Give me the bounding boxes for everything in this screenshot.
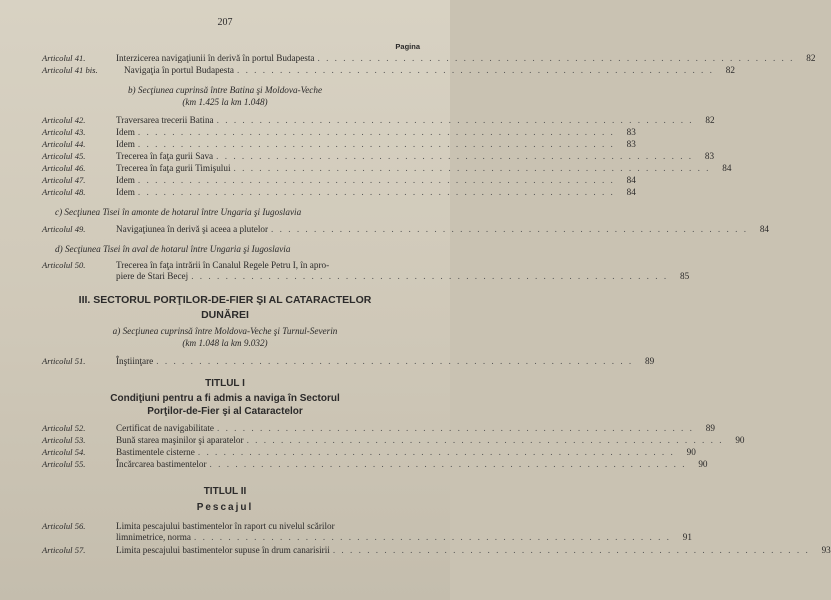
titlu-1-heading: TITLUL I: [205, 378, 245, 389]
titlu-2-subheading: Pescajul: [196, 502, 254, 513]
article-label: Articolul 45.: [42, 151, 86, 161]
toc-entry: [42, 447, 696, 458]
article-title: Interzicerea navigaţiunii în derivă în portul Budapesta: [116, 53, 315, 63]
toc-entry: [42, 260, 690, 282]
article-title: Bastimentele cisterne: [116, 447, 195, 457]
article-title: Idem: [116, 187, 135, 197]
article-title: Idem: [116, 139, 135, 149]
article-title-line1: Limita pescajului bastimentelor în raport cu nivelul scărilor: [116, 521, 335, 531]
section-c-title: c) Secţiunea Tisei în amonte de hotarul între Ungaria şi Iugoslavia: [55, 207, 302, 217]
article-page: 90: [735, 435, 745, 445]
article-label: Articolul 48.: [42, 187, 86, 197]
toc-entry: [42, 521, 692, 543]
article-page: 84: [722, 163, 732, 173]
article-title: Încărcarea bastimentelor: [116, 459, 207, 469]
article-label: Articolul 53.: [42, 435, 86, 445]
titlu-1-text-line2: Porţilor-de-Fier şi al Cataractelor: [147, 406, 303, 417]
article-title: Navigaţiunea în derivă şi aceea a plutelor: [116, 224, 269, 234]
article-label: Articolul 57.: [42, 545, 86, 555]
article-page: 89: [645, 356, 655, 366]
article-page: 82: [705, 115, 715, 125]
article-title: Înştiinţare: [116, 356, 154, 366]
leader-dots: . . . . . . . . . . . . . . . . . . . . . . . . . . . . . . . . . . . . . . . . . . . . . . . . . . . . . . . .: [271, 224, 748, 234]
section-a-subtitle: (km 1.048 la km 9.032): [182, 338, 268, 348]
toc-entry: [42, 356, 655, 367]
titlu-1-text-line1: Condiţiuni pentru a fi admis a naviga în Sectorul: [110, 393, 340, 404]
toc-entry: [42, 423, 715, 434]
leader-dots: . . . . . . . . . . . . . . . . . . . . . . . . . . . . . . . . . . . . . . . . . . . . . . . . . . . . . . . .: [233, 163, 711, 173]
article-title: Traversarea trecerii Batina: [116, 115, 214, 125]
toc-entry: [42, 65, 735, 76]
section-b-title: b) Secţiunea cuprinsă între Batina şi Moldova-Veche: [127, 85, 323, 95]
toc-entry: [42, 53, 816, 64]
article-title: Navigaţia în portul Budapesta: [124, 65, 234, 75]
toc-entry: [42, 545, 831, 556]
leader-dots: . . . . . . . . . . . . . . . . . . . . . . . . . . . . . . . . . . . . . . . . . . . . . . . . . . . . . . . .: [137, 127, 615, 137]
article-page: 83: [626, 127, 636, 137]
article-label: Articolul 42.: [42, 115, 86, 125]
leader-dots: . . . . . . . . . . . . . . . . . . . . . . . . . . . . . . . . . . . . . . . . . . . . . . . . . . . . . . . .: [197, 447, 675, 457]
article-page: 84: [759, 224, 769, 234]
sector-heading-line1: III. SECTORUL PORŢILOR-DE-FIER ŞI AL CATARACTELOR: [78, 294, 372, 306]
leader-dots: . . . . . . . . . . . . . . . . . . . . . . . . . . . . . . . . . . . . . . . . . . . . . . . . . . . . . . . .: [137, 175, 615, 185]
article-page: 83: [704, 151, 715, 161]
leader-dots: . . . . . . . . . . . . . . . . . . . . . . . . . . . . . . . . . . . . . . . . . . . . . . . . . . . . . . . .: [194, 532, 671, 542]
leader-dots: . . . . . . . . . . . . . . . . . . . . . . . . . . . . . . . . . . . . . . . . . . . . . . . . . . . . . . . .: [137, 187, 615, 197]
leader-dots: . . . . . . . . . . . . . . . . . . . . . . . . . . . . . . . . . . . . . . . . . . . . . . . . . . . . . . . .: [156, 356, 634, 366]
article-label: Articolul 47.: [42, 175, 86, 185]
toc-entry: [42, 187, 636, 198]
leader-dots: . . . . . . . . . . . . . . . . . . . . . . . . . . . . . . . . . . . . . . . . . . . . . . . . . . . . . . . .: [216, 151, 694, 161]
toc-entry: [42, 224, 769, 235]
article-page: 90: [686, 447, 696, 457]
toc-entry: [42, 139, 636, 150]
article-label: Articolul 44.: [42, 139, 86, 149]
article-page: 83: [626, 139, 636, 149]
leader-dots: . . . . . . . . . . . . . . . . . . . . . . . . . . . . . . . . . . . . . . . . . . . . . . . . . . . . . . . .: [216, 423, 694, 433]
article-title: Certificat de navigabilitate: [116, 423, 214, 433]
section-a-title: a) Secţiunea cuprinsă între Moldova-Veche şi Turnul-Severin: [112, 326, 338, 336]
article-label: Articolul 49.: [42, 224, 86, 234]
section-d-title: d) Secţiunea Tisei în aval de hotarul între Ungaria şi Iugoslavia: [55, 244, 291, 254]
article-label: Articolul 52.: [42, 423, 86, 433]
article-title-line2: limnimetrice, norma: [116, 532, 192, 542]
toc-entry: [42, 151, 715, 162]
toc-entry: [42, 175, 636, 186]
titlu-2-heading: TITLUL II: [203, 486, 247, 497]
article-page: 93: [821, 545, 831, 555]
toc-entry: [42, 459, 708, 470]
article-label: Articolul 56.: [42, 521, 86, 531]
article-page: 84: [626, 187, 636, 197]
article-page: 84: [626, 175, 636, 185]
article-label: Articolul 41.: [42, 53, 86, 63]
article-title: Limita pescajului bastimentelor supuse în drum canarisirii: [116, 545, 330, 555]
article-label: Articolul 51.: [42, 356, 86, 366]
page-number: 207: [217, 17, 233, 28]
article-title-line2: piere de Stari Becej: [116, 271, 189, 281]
toc-entry: [42, 163, 732, 174]
leader-dots: . . . . . . . . . . . . . . . . . . . . . . . . . . . . . . . . . . . . . . . . . . . . . . . . . . . . . . . .: [246, 435, 724, 445]
article-label: Articolul 55.: [42, 459, 86, 469]
article-title: Trecerea în faţa gurii Timişului: [116, 163, 231, 173]
article-title: Idem: [116, 127, 135, 137]
toc-entry: [42, 435, 745, 446]
article-title: Bună starea maşinilor şi aparatelor: [116, 435, 244, 445]
article-label: Articolul 43.: [42, 127, 86, 137]
article-page: 91: [682, 532, 692, 542]
article-label: Articolul 46.: [42, 163, 86, 173]
leader-dots: . . . . . . . . . . . . . . . . . . . . . . . . . . . . . . . . . . . . . . . . . . . . . . . . . . . . . . . .: [317, 53, 795, 63]
leader-dots: . . . . . . . . . . . . . . . . . . . . . . . . . . . . . . . . . . . . . . . . . . . . . . . . . . . . . . . .: [209, 459, 687, 469]
article-label: Articolul 50.: [42, 260, 86, 270]
article-page: 89: [705, 423, 715, 433]
sector-heading-line2: DUNĂREI: [201, 309, 249, 321]
section-b-subtitle: (km 1.425 la km 1.048): [182, 97, 268, 107]
leader-dots: . . . . . . . . . . . . . . . . . . . . . . . . . . . . . . . . . . . . . . . . . . . . . . . . . . . . . . . .: [236, 65, 714, 75]
article-title-line1: Trecerea în faţa intrării în Canalul Regele Petru I, în apro-: [116, 260, 330, 270]
toc-entry: [42, 115, 715, 126]
leader-dots: . . . . . . . . . . . . . . . . . . . . . . . . . . . . . . . . . . . . . . . . . . . . . . . . . . . . . . . .: [137, 139, 615, 149]
article-page: 82: [725, 65, 735, 75]
leader-dots: . . . . . . . . . . . . . . . . . . . . . . . . . . . . . . . . . . . . . . . . . . . . . . . . . . . . . . . .: [332, 545, 810, 555]
toc-entry: [42, 127, 636, 138]
page-column-header: Pagina: [395, 42, 420, 51]
article-page: 85: [679, 271, 690, 281]
leader-dots: . . . . . . . . . . . . . . . . . . . . . . . . . . . . . . . . . . . . . . . . . . . . . . . . . . . . . . . .: [191, 271, 669, 281]
article-page: 90: [698, 459, 708, 469]
article-page: 82: [806, 53, 816, 63]
article-label: Articolul 41 bis.: [42, 65, 98, 75]
article-title: Idem: [116, 175, 135, 185]
article-title: Trecerea în faţa gurii Sava: [116, 151, 214, 161]
leader-dots: . . . . . . . . . . . . . . . . . . . . . . . . . . . . . . . . . . . . . . . . . . . . . . . . . . . . . . . .: [216, 115, 694, 125]
article-label: Articolul 54.: [42, 447, 86, 457]
